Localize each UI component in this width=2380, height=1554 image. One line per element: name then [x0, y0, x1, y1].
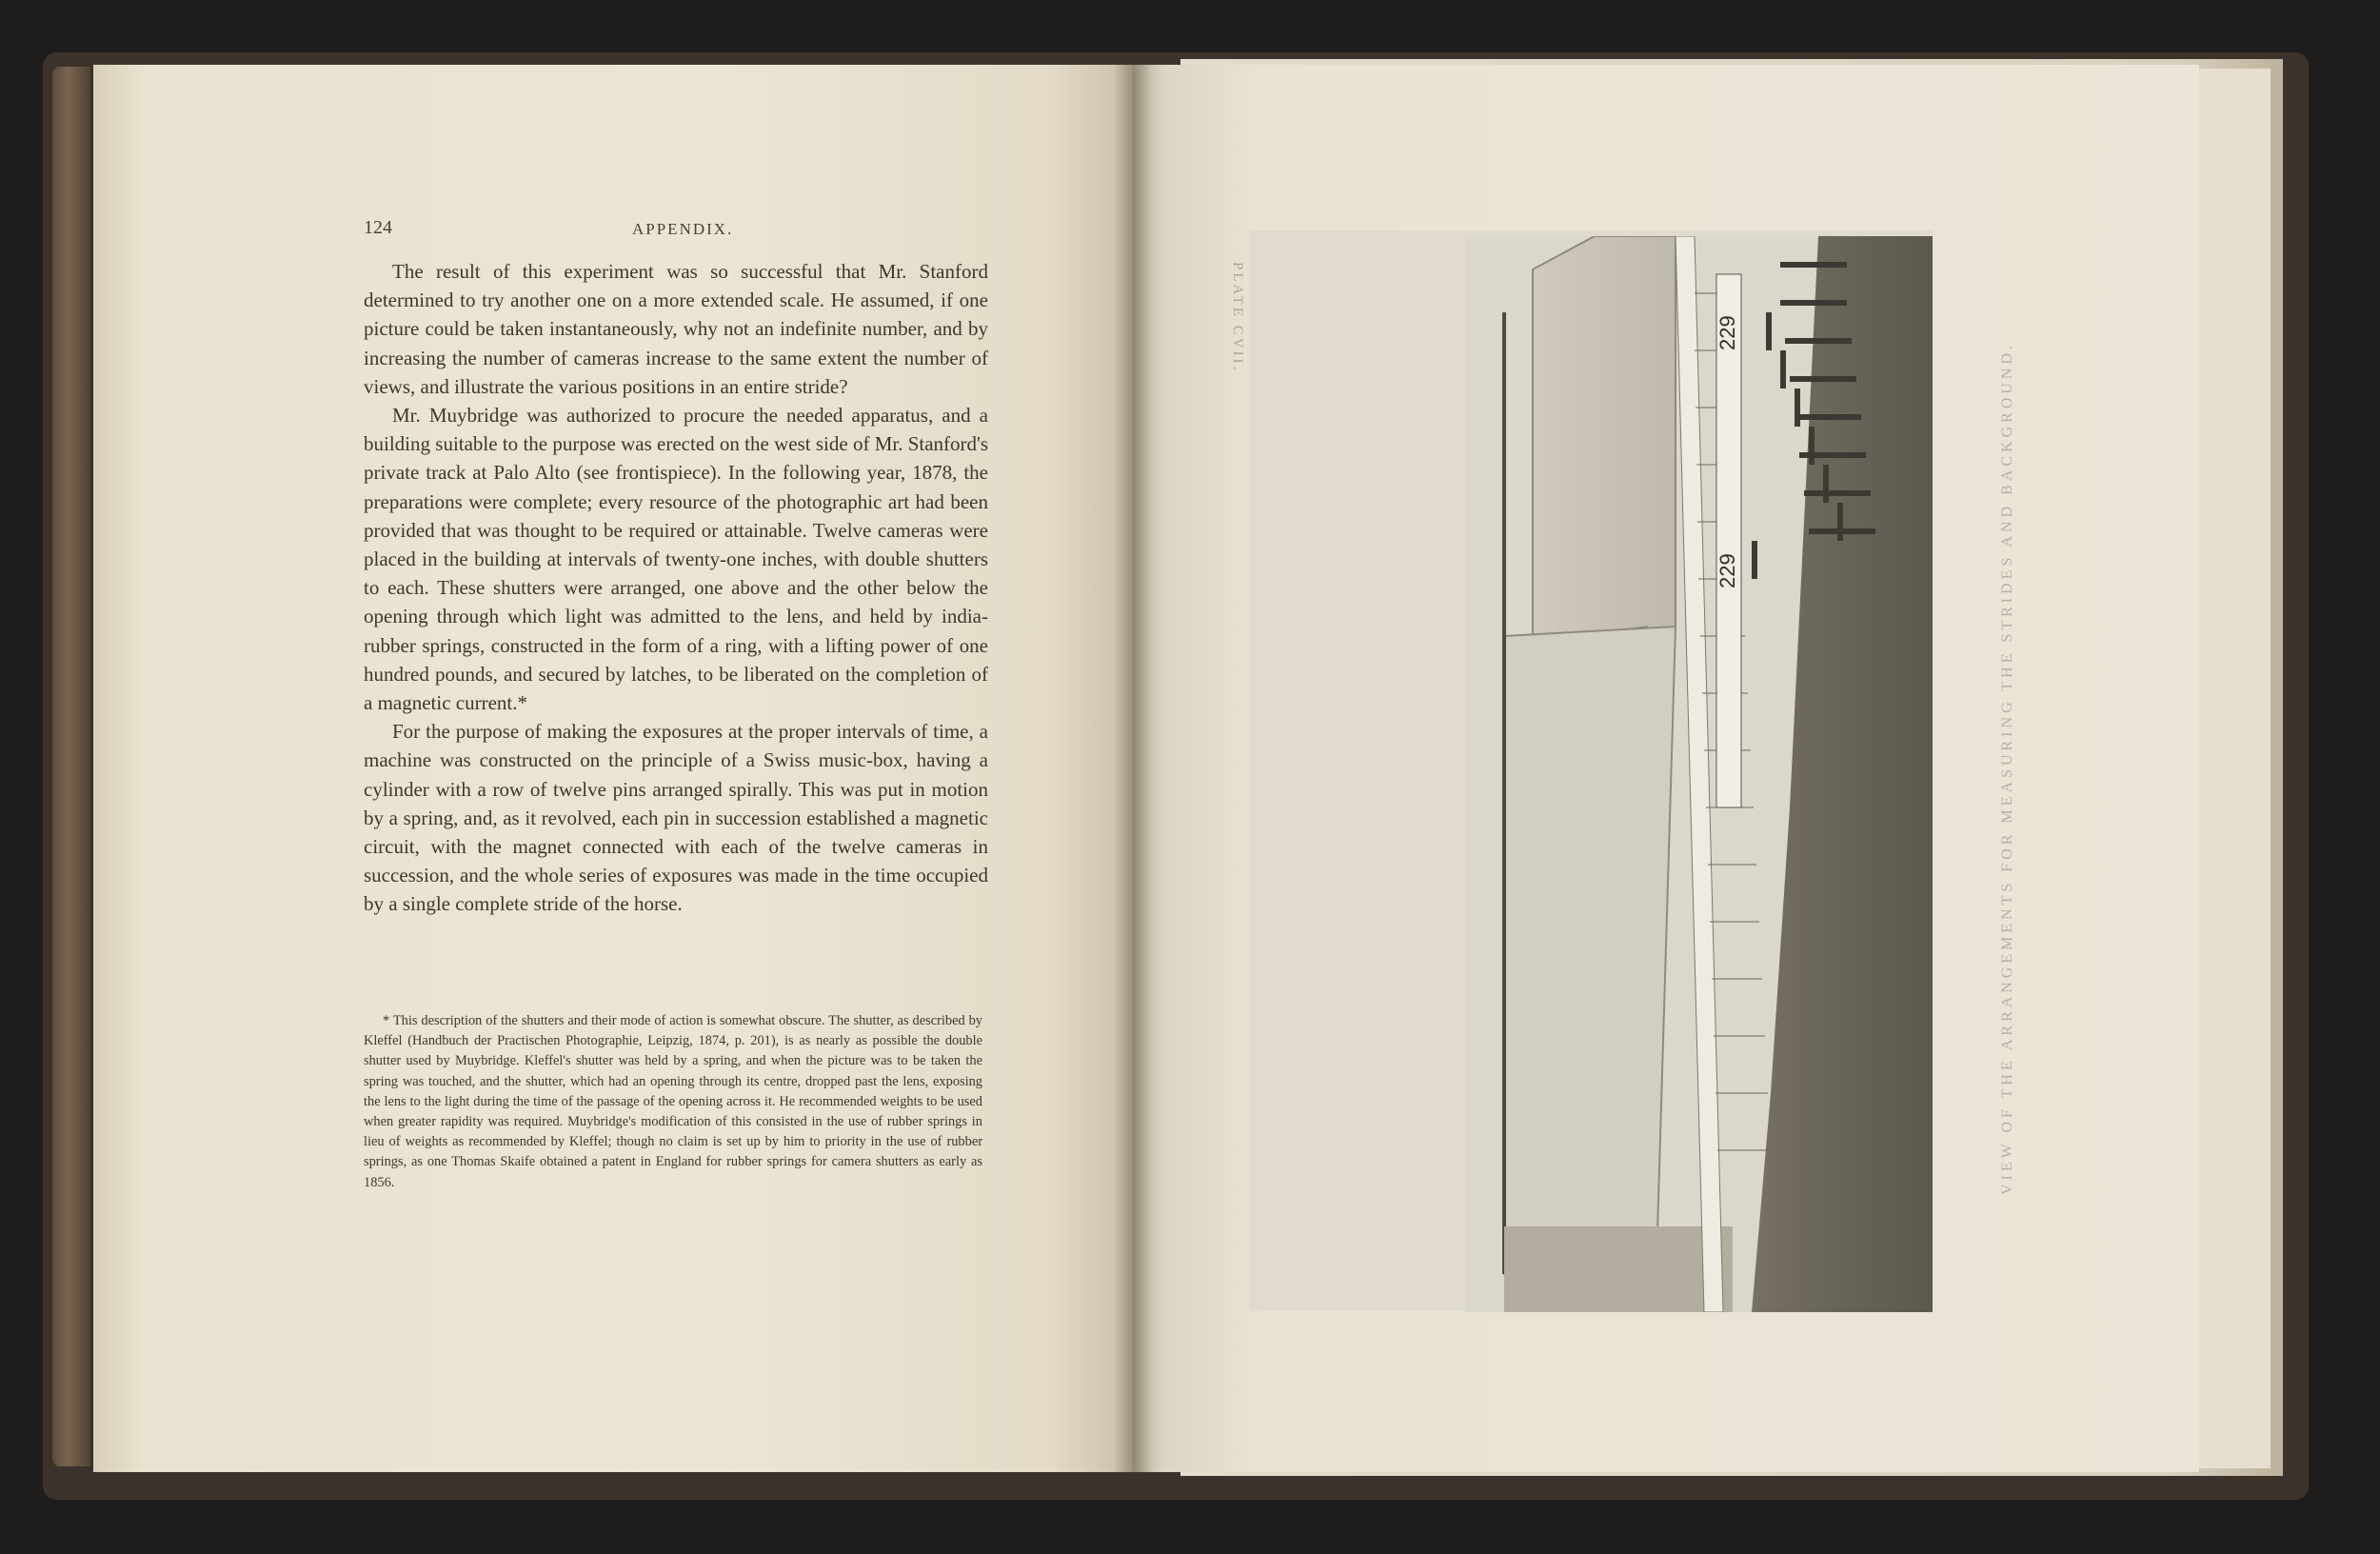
- page-number: 124: [364, 217, 392, 238]
- plate-label: PLATE CVII.: [1230, 262, 1245, 373]
- running-head: APPENDIX.: [632, 220, 734, 238]
- plate-photograph: [1466, 236, 1933, 1312]
- book-gutter: [1114, 65, 1152, 1472]
- photo-number-label: 229: [1716, 315, 1739, 350]
- book-spine-edge: [52, 67, 90, 1466]
- plate-caption: VIEW OF THE ARRANGEMENTS FOR MEASURING THE STRIDES AND BACKGROUND.: [1999, 341, 2015, 1195]
- footnote: [364, 1011, 982, 1193]
- paragraph: The result of this experiment was so successful that Mr. Stanford determined to try another one on a more extended scale. He assumed, if one picture could be taken instantaneously, why not an indefinite number, and by increasing the number of cameras increase to the same extent the number of views, and illustrate the various positions in an entire stride?: [364, 260, 988, 398]
- body-text: [364, 257, 988, 919]
- footnote-text: * This description of the shutters and their mode of action is somewhat obscure. The shutter, as described by Kleffel (Handbuch der Practischen Photographie, Leipzig, 1874, p. 201), is as nearly as possible the double shutter used by Muybridge. Kleffel's shutter was held by a spring, and when the picture was to be taken the spring was touched, and the shutter, which had an opening through its centre, dropped past the lens, exposing the lens to the light during the time of the passage of the opening across it. He recommended weights to be used when greater rapidity was required. Muybridge's modification of this consisted in the use of rubber springs in lieu of weights as recommended by Kleffel; though no claim is set up by him to priority in the use of rubber springs, as one Thomas Skaife obtained a patent in England for rubber springs for camera shutters as early as 1856.: [364, 1013, 982, 1190]
- paragraph: Mr. Muybridge was authorized to procure the needed apparatus, and a building suitable to the purpose was erected on the west side of Mr. Stanford's private track at Palo Alto (see frontispiece). In the following year, 1878, the preparations were complete; every resource of the photographic art had been provided that was thought to be required or attainable. Twelve cameras were placed in the building at intervals of twenty-one inches, with double shutters to each. These shutters were arranged, one above and the other below the opening through which light was admitted to the lens, and held by india-rubber springs, constructed in the form of a ring, with a lifting power of one hundred pounds, and secured by latches, to be liberated on the completion of a magnetic current.*: [364, 404, 988, 715]
- track-photo-image: [1466, 236, 1933, 1312]
- photo-number-label: 229: [1716, 553, 1739, 588]
- paragraph: For the purpose of making the exposures at the proper intervals of time, a machine was constructed on the principle of a Swiss music-box, having a cylinder with a row of twelve pins arranged spirally. This was put in motion by a spring, and, as it revolved, each pin in succession established a magnetic circuit, with the magnet connected with each of the twelve cameras in succession, and the whole series of exposures was made in the time occupied by a single complete stride of the horse.: [364, 720, 988, 916]
